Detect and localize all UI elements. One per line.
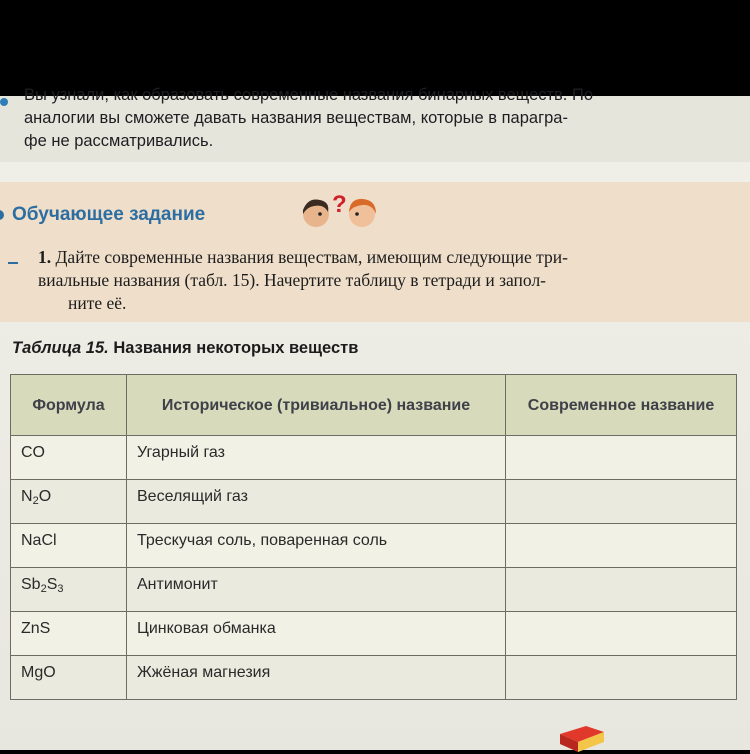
cell-historical-name: Антимонит (127, 568, 506, 612)
svg-text:?: ? (332, 191, 347, 218)
table-caption (12, 339, 358, 358)
cell-formula: ZnS (11, 612, 127, 656)
task-line-1: Дайте современные названия веществам, имеющим следующие три- (55, 247, 568, 267)
cell-modern-name (506, 480, 737, 524)
cell-formula: NaCl (11, 524, 127, 568)
task-line-3: ните её. (68, 293, 127, 313)
intro-line-2: аналогии вы сможете давать названия веществам, которые в парагра- (24, 109, 568, 127)
cell-historical-name: Трескучая соль, поваренная соль (127, 524, 506, 568)
task-line-2: виальные названия (табл. 15). Начертите таблицу в тетради и запол- (38, 270, 547, 290)
table-row (11, 568, 737, 612)
table-row (11, 480, 737, 524)
textbook-page (0, 86, 750, 750)
table-header-row (11, 375, 737, 436)
table-caption-label: Таблица 15. (12, 339, 109, 357)
cell-formula: MgO (11, 656, 127, 700)
two-faces-question-icon (290, 192, 386, 228)
header-modern: Современное название (506, 375, 737, 436)
table-row (11, 656, 737, 700)
intro-line-1: Вы узнали, как образовать современные названия бинарных веществ. По (24, 86, 594, 104)
cell-historical-name: Веселящий газ (127, 480, 506, 524)
cell-modern-name (506, 612, 737, 656)
cell-historical-name: Жжёная магнезия (127, 656, 506, 700)
cell-modern-name (506, 524, 737, 568)
book-icon (556, 724, 608, 754)
table-row (11, 436, 737, 480)
task-text (14, 246, 730, 315)
bullet-icon (0, 98, 8, 106)
cell-formula: $Sb_2S_3$ (11, 568, 127, 612)
cell-historical-name: Цинковая обманка (127, 612, 506, 656)
cell-formula: $N_2O$ (11, 480, 127, 524)
cell-historical-name: Угарный газ (127, 436, 506, 480)
cell-modern-name (506, 656, 737, 700)
cell-modern-name (506, 436, 737, 480)
cell-formula: CO (11, 436, 127, 480)
table-row (11, 524, 737, 568)
header-formula: Формула (11, 375, 127, 436)
substances-table (10, 374, 737, 700)
section-title: Обучающее задание (12, 204, 206, 225)
cell-modern-name (506, 568, 737, 612)
header-historical: Историческое (тривиальное) название (127, 375, 506, 436)
table-caption-text: Названия некоторых веществ (113, 339, 359, 357)
intro-line-3: фе не рассматривались. (24, 132, 214, 150)
task-number: 1. (38, 247, 52, 267)
intro-paragraph (0, 86, 750, 162)
table-row (11, 612, 737, 656)
